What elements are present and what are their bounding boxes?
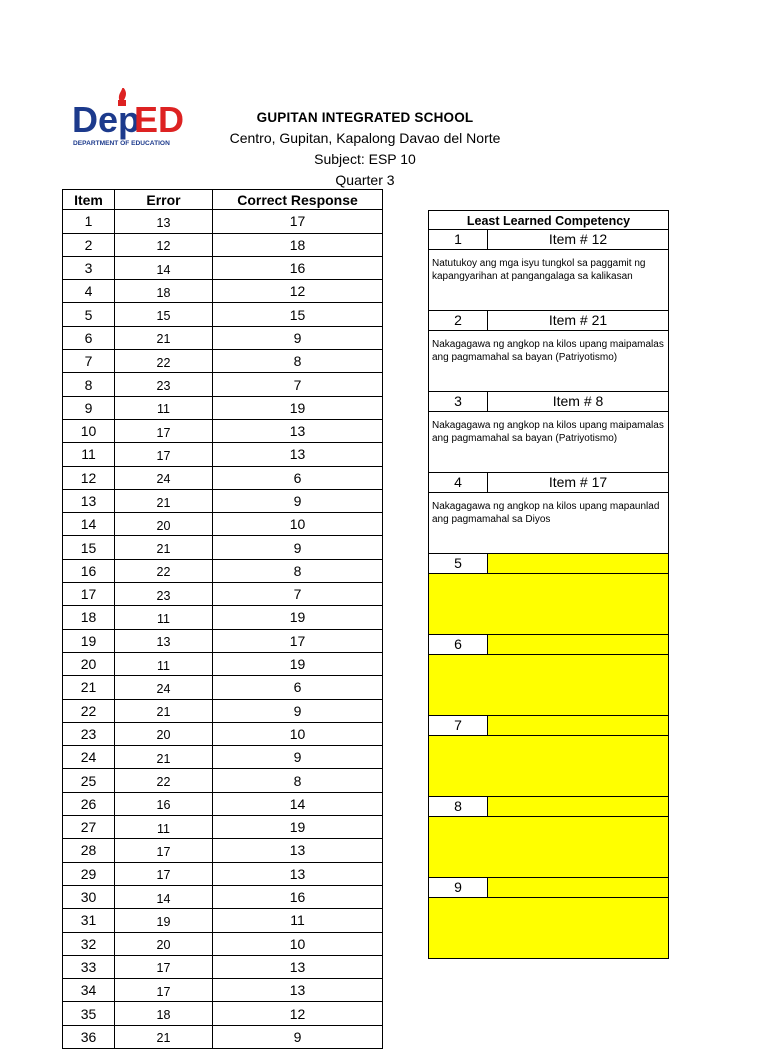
correct-response-cell: 8	[213, 769, 383, 792]
table-row	[63, 489, 383, 512]
table-row	[63, 466, 383, 489]
error-cell: 21	[115, 326, 213, 349]
table-row	[63, 280, 383, 303]
table-row	[63, 699, 383, 722]
item-number-cell: 25	[63, 769, 115, 792]
error-cell: 21	[115, 536, 213, 559]
correct-response-cell: 9	[213, 326, 383, 349]
item-number-cell: 17	[63, 583, 115, 606]
competency-row	[428, 635, 669, 655]
table-row	[63, 443, 383, 466]
competency-entry	[428, 473, 669, 554]
table-row	[63, 909, 383, 932]
table-row	[63, 652, 383, 675]
competency-row	[428, 392, 669, 412]
competency-item-ref	[488, 878, 668, 897]
table-row	[63, 746, 383, 769]
correct-response-cell: 17	[213, 210, 383, 233]
error-cell: 18	[115, 1002, 213, 1025]
competency-number: 1	[429, 230, 488, 249]
item-number-cell: 20	[63, 652, 115, 675]
item-number-cell: 19	[63, 629, 115, 652]
correct-response-cell: 19	[213, 606, 383, 629]
table-row	[63, 606, 383, 629]
item-number-cell: 14	[63, 513, 115, 536]
item-number-cell: 23	[63, 722, 115, 745]
item-number-cell: 26	[63, 792, 115, 815]
competency-item-ref	[488, 716, 668, 735]
correct-response-cell: 19	[213, 396, 383, 419]
competency-item-ref	[488, 635, 668, 654]
correct-response-cell: 13	[213, 862, 383, 885]
competency-item-ref: Item # 17	[548, 474, 608, 490]
competency-number: 5	[429, 554, 488, 573]
quarter-label: Quarter 3	[335, 172, 395, 188]
competency-row	[428, 311, 669, 331]
item-number-cell: 27	[63, 816, 115, 839]
competency-number: 8	[429, 797, 488, 816]
error-cell: 13	[115, 210, 213, 233]
error-cell: 17	[115, 979, 213, 1002]
item-number-cell: 11	[63, 443, 115, 466]
school-name: GUPITAN INTEGRATED SCHOOL	[256, 110, 474, 125]
table-row	[63, 885, 383, 908]
table-row	[63, 979, 383, 1002]
item-number-cell: 24	[63, 746, 115, 769]
error-cell: 24	[115, 676, 213, 699]
item-number-cell: 16	[63, 559, 115, 582]
error-cell: 22	[115, 350, 213, 373]
error-cell: 21	[115, 1025, 213, 1048]
correct-response-cell: 13	[213, 839, 383, 862]
item-number-cell: 13	[63, 489, 115, 512]
error-cell: 18	[115, 280, 213, 303]
error-cell: 17	[115, 443, 213, 466]
competency-row	[428, 230, 669, 250]
correct-response-cell: 11	[213, 909, 383, 932]
table-row	[63, 536, 383, 559]
correct-response-cell: 6	[213, 676, 383, 699]
competency-row	[428, 797, 669, 817]
table-row	[63, 839, 383, 862]
header-item: Item	[63, 190, 115, 210]
error-cell: 11	[115, 396, 213, 419]
table-row	[63, 559, 383, 582]
competency-description	[428, 898, 669, 959]
header-error: Error	[115, 190, 213, 210]
competency-number: 7	[429, 716, 488, 735]
table-row	[63, 233, 383, 256]
correct-response-cell: 17	[213, 629, 383, 652]
item-number-cell: 7	[63, 350, 115, 373]
error-cell: 11	[115, 606, 213, 629]
competency-row	[428, 554, 669, 574]
item-number-cell: 31	[63, 909, 115, 932]
error-cell: 14	[115, 256, 213, 279]
error-cell: 22	[115, 559, 213, 582]
item-number-cell: 30	[63, 885, 115, 908]
correct-response-cell: 12	[213, 1002, 383, 1025]
item-number-cell: 28	[63, 839, 115, 862]
competency-description	[428, 817, 669, 878]
item-number-cell: 6	[63, 326, 115, 349]
competency-entry	[428, 230, 669, 311]
competency-entry	[428, 554, 669, 635]
item-number-cell: 22	[63, 699, 115, 722]
competency-entry	[428, 635, 669, 716]
table-row	[63, 396, 383, 419]
header-correct-response: Correct Response	[213, 190, 383, 210]
table-row	[63, 769, 383, 792]
table-row	[63, 629, 383, 652]
competency-description: Natutukoy ang mga isyu tungkol sa paggamit ng kapangyarihan at pangangalaga sa kalikasan	[428, 250, 669, 311]
error-cell: 21	[115, 746, 213, 769]
table-row	[63, 583, 383, 606]
item-number-cell: 2	[63, 233, 115, 256]
error-cell: 21	[115, 489, 213, 512]
competency-item-ref: Item # 8	[552, 393, 604, 409]
error-cell: 14	[115, 885, 213, 908]
correct-response-cell: 13	[213, 979, 383, 1002]
correct-response-cell: 13	[213, 443, 383, 466]
competency-entry	[428, 311, 669, 392]
correct-response-cell: 8	[213, 559, 383, 582]
correct-response-cell: 8	[213, 350, 383, 373]
correct-response-cell: 13	[213, 419, 383, 442]
correct-response-cell: 9	[213, 699, 383, 722]
correct-response-cell: 15	[213, 303, 383, 326]
error-cell: 22	[115, 769, 213, 792]
correct-response-cell: 19	[213, 652, 383, 675]
error-cell: 21	[115, 699, 213, 722]
error-cell: 17	[115, 419, 213, 442]
competency-item-ref	[488, 554, 668, 573]
error-cell: 17	[115, 955, 213, 978]
table-row	[63, 792, 383, 815]
competency-description	[428, 655, 669, 716]
competency-item-ref: Item # 12	[548, 231, 608, 247]
competency-entry	[428, 878, 669, 959]
correct-response-cell: 10	[213, 513, 383, 536]
table-row	[63, 1002, 383, 1025]
correct-response-cell: 19	[213, 816, 383, 839]
correct-response-cell: 9	[213, 1025, 383, 1048]
table-row	[63, 513, 383, 536]
error-cell: 23	[115, 583, 213, 606]
competency-number: 9	[429, 878, 488, 897]
error-cell: 16	[115, 792, 213, 815]
competency-item-ref	[488, 797, 668, 816]
error-cell: 13	[115, 629, 213, 652]
correct-response-cell: 9	[213, 489, 383, 512]
error-cell: 15	[115, 303, 213, 326]
item-number-cell: 1	[63, 210, 115, 233]
table-row	[63, 419, 383, 442]
logo-ed-text: ED	[134, 99, 185, 140]
table-row	[63, 303, 383, 326]
correct-response-cell: 7	[213, 373, 383, 396]
item-number-cell: 5	[63, 303, 115, 326]
correct-response-cell: 18	[213, 233, 383, 256]
competency-description	[428, 574, 669, 635]
item-number-cell: 32	[63, 932, 115, 955]
table-row	[63, 955, 383, 978]
competency-row	[428, 473, 669, 493]
table-row	[63, 862, 383, 885]
item-number-cell: 35	[63, 1002, 115, 1025]
table-row	[63, 373, 383, 396]
logo-subtext: DEPARTMENT OF EDUCATION	[73, 140, 170, 147]
school-address: Centro, Gupitan, Kapalong Davao del Norte	[229, 130, 501, 146]
competency-number: 6	[429, 635, 488, 654]
error-cell: 11	[115, 816, 213, 839]
correct-response-cell: 12	[213, 280, 383, 303]
competency-entry	[428, 716, 669, 797]
item-number-cell: 4	[63, 280, 115, 303]
table-row	[63, 210, 383, 233]
correct-response-cell: 10	[213, 722, 383, 745]
item-number-cell: 21	[63, 676, 115, 699]
competency-number: 2	[429, 311, 488, 330]
item-analysis-table	[62, 189, 383, 1049]
error-cell: 23	[115, 373, 213, 396]
correct-response-cell: 9	[213, 536, 383, 559]
table-row	[63, 722, 383, 745]
table-header-row	[63, 190, 383, 210]
competency-item-ref: Item # 21	[548, 312, 608, 328]
correct-response-cell: 7	[213, 583, 383, 606]
competency-entry	[428, 797, 669, 878]
table-row	[63, 816, 383, 839]
competency-description: Nakagagawa ng angkop na kilos upang mapaunlad ang pagmamahal sa Diyos	[428, 493, 669, 554]
item-number-cell: 15	[63, 536, 115, 559]
error-cell: 12	[115, 233, 213, 256]
item-number-cell: 34	[63, 979, 115, 1002]
subject-label: Subject: ESP 10	[314, 151, 416, 167]
competency-number: 4	[429, 473, 488, 492]
item-number-cell: 18	[63, 606, 115, 629]
table-row	[63, 256, 383, 279]
error-cell: 20	[115, 932, 213, 955]
item-number-cell: 36	[63, 1025, 115, 1048]
item-number-cell: 12	[63, 466, 115, 489]
error-cell: 20	[115, 722, 213, 745]
correct-response-cell: 16	[213, 885, 383, 908]
item-number-cell: 10	[63, 419, 115, 442]
logo-dep-text: Dep	[72, 99, 141, 140]
error-cell: 17	[115, 862, 213, 885]
error-cell: 24	[115, 466, 213, 489]
correct-response-cell: 10	[213, 932, 383, 955]
correct-response-cell: 14	[213, 792, 383, 815]
competency-description: Nakagagawa ng angkop na kilos upang maipamalas ang pagmamahal sa bayan (Patriyotismo)	[428, 412, 669, 473]
correct-response-cell: 6	[213, 466, 383, 489]
error-cell: 20	[115, 513, 213, 536]
error-cell: 17	[115, 839, 213, 862]
item-number-cell: 33	[63, 955, 115, 978]
competency-row	[428, 716, 669, 736]
competency-entry	[428, 392, 669, 473]
competency-description	[428, 736, 669, 797]
table-row	[63, 676, 383, 699]
item-number-cell: 3	[63, 256, 115, 279]
least-learned-competency-panel	[428, 210, 669, 959]
correct-response-cell: 13	[213, 955, 383, 978]
correct-response-cell: 16	[213, 256, 383, 279]
table-row	[63, 350, 383, 373]
correct-response-cell: 9	[213, 746, 383, 769]
competency-title: Least Learned Competency	[428, 210, 669, 230]
item-number-cell: 8	[63, 373, 115, 396]
competency-row	[428, 878, 669, 898]
deped-logo	[72, 88, 190, 152]
table-row	[63, 326, 383, 349]
table-row	[63, 1025, 383, 1048]
competency-number: 3	[429, 392, 488, 411]
item-number-cell: 29	[63, 862, 115, 885]
competency-description: Nakagagawa ng angkop na kilos upang maipamalas ang pagmamahal sa bayan (Patriyotismo)	[428, 331, 669, 392]
error-cell: 11	[115, 652, 213, 675]
error-cell: 19	[115, 909, 213, 932]
table-row	[63, 932, 383, 955]
item-number-cell: 9	[63, 396, 115, 419]
